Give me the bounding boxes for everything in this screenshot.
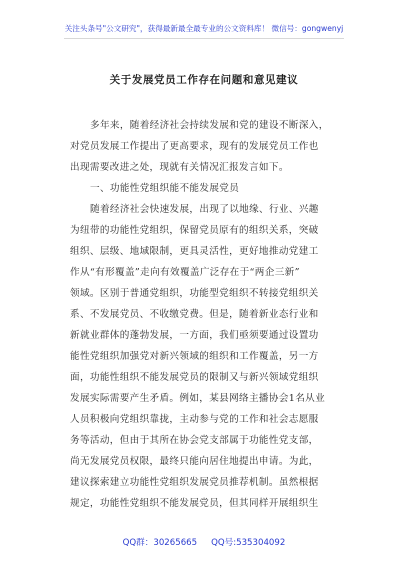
header-divider	[64, 38, 344, 39]
body-line: 能性党组织加强党对新兴领域的组织和工作覆盖，另一方	[70, 351, 319, 362]
body-line: 建议探索建立功能性党组织发展党员推荐机制。虽然根据	[70, 477, 319, 488]
body-line: 出现需要改进之处，现就有关情况汇报发言如下。	[70, 162, 289, 173]
body-line: 发展实际需要产生矛盾。例如，某县网络主播协会1名从业	[70, 393, 326, 404]
footer-contact	[0, 536, 408, 548]
body-line: 组织、层级、地域限制，更具灵活性，更好地推动党建工	[70, 246, 319, 257]
header-banner[interactable]: 关注头条号"公文研究"，获得最新最全最专业的公文资料库！ 微信号：gongwenyj	[64, 24, 344, 33]
qq-group-link[interactable]: QQ群：30265665	[122, 538, 198, 548]
section-heading: 一、功能性党组织能不能发展党员	[90, 183, 240, 194]
body-line: 规定，功能性党组织不能发展党员，但其同样开展组织生	[70, 498, 319, 509]
body-line: 随着经济社会快速发展，出现了以地缘、行业、兴趣	[90, 204, 319, 215]
body-line: 系、不发展党员、不收缴党费。但是，随着新业态行业和	[70, 309, 319, 320]
body-line: 对党员发展工作提出了更高要求，现有的发展党员工作也	[70, 141, 319, 152]
document-title: 关于发展党员工作存在问题和意见建议	[109, 74, 299, 86]
body-line: 面，功能性组织不能发展党员的限制又与新兴领域党组织	[70, 372, 319, 383]
qq-number-link[interactable]: QQ号:535304092	[211, 538, 286, 548]
body-line: 新就业群体的蓬勃发展，一方面，我们亟须要通过设置功	[70, 330, 319, 341]
body-line: 人员积极向党组织靠拢，主动参与党的工作和社会志愿服	[70, 414, 319, 425]
body-line: 作从“有形覆盖”走向有效覆盖广泛存在于“两企三新”	[70, 267, 300, 278]
body-line: 为纽带的功能性党组织，保留党员原有的组织关系，突破	[70, 225, 319, 236]
body-line: 务等活动，但由于其所在协会党支部属于功能性党支部，	[70, 435, 319, 446]
body-line: 多年来，随着经济社会持续发展和党的建设不断深入，	[90, 120, 329, 131]
body-line: 尚无发展党员权限，最终只能向居住地提出申请。为此，	[70, 456, 319, 467]
body-line: 领域。区别于普通党组织，功能型党组织不转接党组织关	[70, 288, 319, 299]
